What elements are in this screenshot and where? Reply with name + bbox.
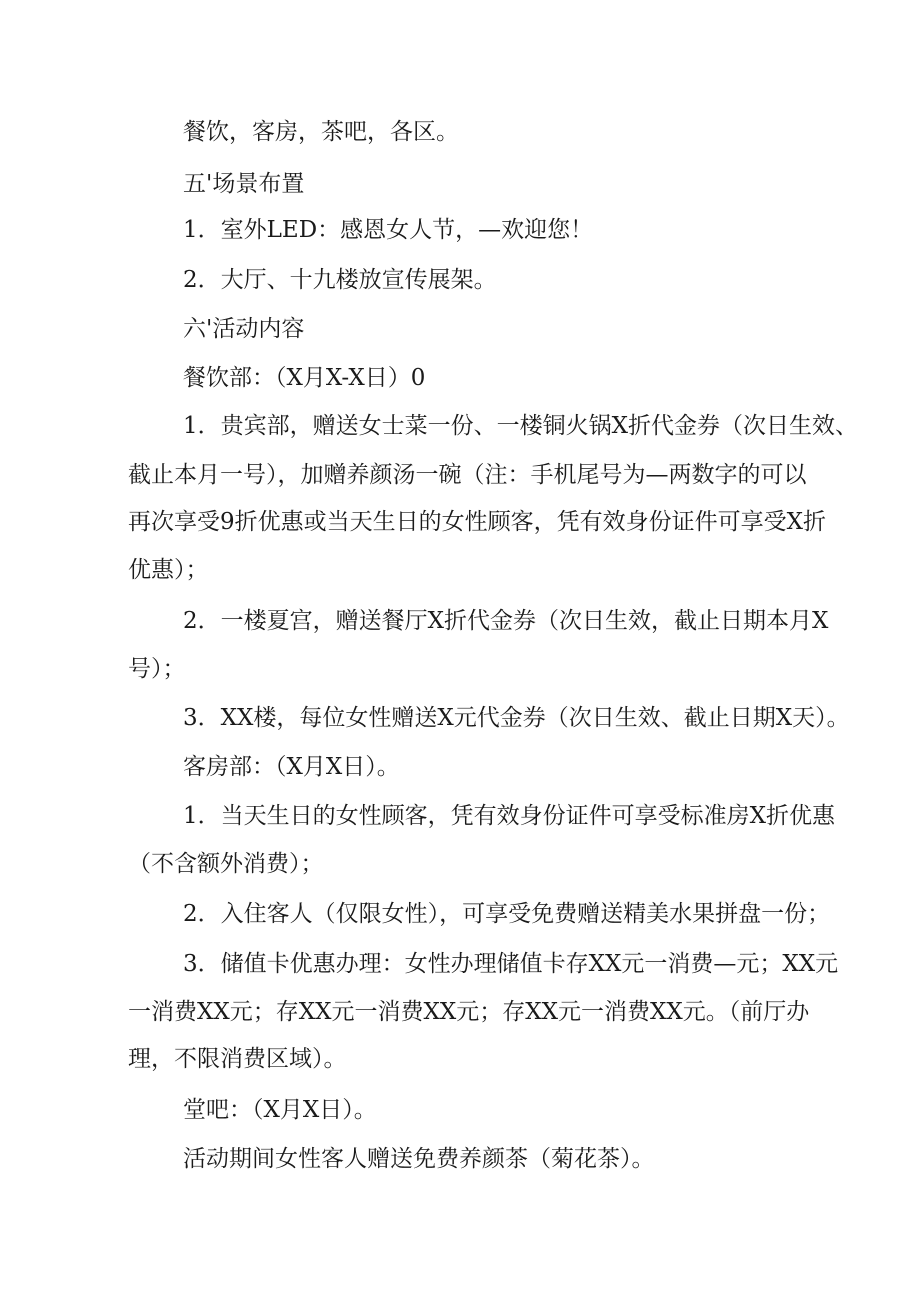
- list-item: 1．贵宾部，赠送女士菜一份、一楼铜火锅X折代金券（次日生效、: [183, 413, 859, 439]
- text-line: 号）；: [128, 656, 186, 682]
- list-item: 1．室外LED：感恩女人节，—欢迎您！: [183, 217, 594, 243]
- section-heading: 五'场景布置: [183, 171, 305, 197]
- list-item: 2．一楼夏宫，赠送餐厅X折代金券（次日生效，截止日期本月X: [183, 608, 829, 634]
- list-item: 2．入住客人（仅限女性），可享受免费赠送精美水果拼盘一份；: [183, 901, 831, 927]
- text-line: 理，不限消费区域）。: [128, 1046, 347, 1072]
- list-item: 3．储值卡优惠办理：女性办理储值卡存XX元一消费—元；XX元: [183, 951, 839, 977]
- text-line: （不含额外消费）；: [128, 851, 324, 877]
- text-line: 再次享受9折优惠或当天生日的女性顾客，凭有效身份证件可享受X折: [128, 509, 827, 535]
- list-item: 1．当天生日的女性顾客，凭有效身份证件可享受标准房X折优惠: [183, 803, 836, 829]
- subsection-heading: 堂吧：（X月X日）。: [183, 1097, 377, 1123]
- text-line: 活动期间女性客人赠送免费养颜茶（菊花茶）。: [183, 1146, 655, 1172]
- subsection-heading: 客房部：（X月X日）。: [183, 754, 400, 780]
- section-heading: 六'活动内容: [183, 316, 305, 342]
- text-line: 一消费XX元；存XX元一消费XX元；存XX元一消费XX元。（前厅办: [128, 999, 810, 1025]
- text-line: 优惠）；: [128, 557, 209, 583]
- list-item: 3．XX楼，每位女性赠送X元代金券（次日生效、截止日期X天）。: [183, 705, 850, 731]
- list-item: 2．大厅、十九楼放宣传展架。: [183, 267, 497, 293]
- subsection-heading: 餐饮部：（X月X-X日）0: [183, 365, 426, 391]
- text-line: 截止本月一号），加赠养颜汤一碗（注：手机尾号为—两数字的可以: [128, 462, 807, 488]
- text-line: 餐饮，客房，茶吧，各区。: [183, 119, 459, 145]
